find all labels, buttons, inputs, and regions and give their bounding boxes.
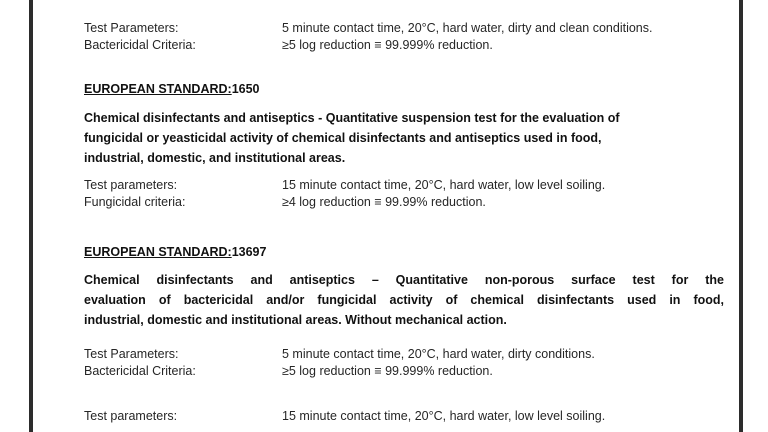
description-line: Chemical disinfectants and antiseptics - Quantitative suspension test for the evaluation of (84, 111, 620, 125)
document-page (33, 0, 739, 432)
description-line: evaluation of bactericidal and/or fungicidal activity of chemical disinfectants used in food, (84, 293, 724, 307)
standard-number: 1650 (231, 82, 260, 96)
standard-description (84, 270, 724, 330)
description-line: industrial, domestic and institutional areas. Without mechanical action. (84, 313, 507, 327)
param-label: Fungicidal criteria: (84, 195, 186, 209)
standard-heading-label: EUROPEAN STANDARD: (84, 82, 232, 96)
description-line: industrial, domestic, and institutional areas. (84, 151, 346, 165)
standard-heading-label: EUROPEAN STANDARD: (84, 245, 232, 259)
param-value: 15 minute contact time, 20°C, hard water, low level soiling. (282, 178, 606, 192)
param-value: ≥5 log reduction ≡ 99.999% reduction. (282, 38, 493, 52)
standard-description (84, 108, 724, 168)
description-line: fungicidal or yeasticidal activity of chemical disinfectants and antiseptics used in food, (84, 131, 602, 145)
param-value: 5 minute contact time, 20°C, hard water, dirty conditions. (282, 347, 595, 361)
standard-heading (84, 82, 260, 96)
param-value: ≥5 log reduction ≡ 99.999% reduction. (282, 364, 493, 378)
param-label: Test Parameters: (84, 347, 179, 361)
param-value: 15 minute contact time, 20°C, hard water, low level soiling. (282, 409, 606, 423)
param-label: Test parameters: (84, 409, 178, 423)
param-label: Test Parameters: (84, 21, 179, 35)
param-value: 5 minute contact time, 20°C, hard water, dirty and clean conditions. (282, 21, 653, 35)
param-label: Bactericidal Criteria: (84, 364, 196, 378)
standard-number: 13697 (231, 245, 267, 259)
cropped-top-text (33, 0, 739, 2)
standard-heading (84, 245, 266, 259)
param-value: ≥4 log reduction ≡ 99.99% reduction. (282, 195, 486, 209)
description-line: Chemical disinfectants and antiseptics – Quantitative non-porous surface test for the (84, 273, 724, 287)
param-label: Bactericidal Criteria: (84, 38, 196, 52)
page-border-right (739, 0, 743, 432)
param-label: Test parameters: (84, 178, 178, 192)
